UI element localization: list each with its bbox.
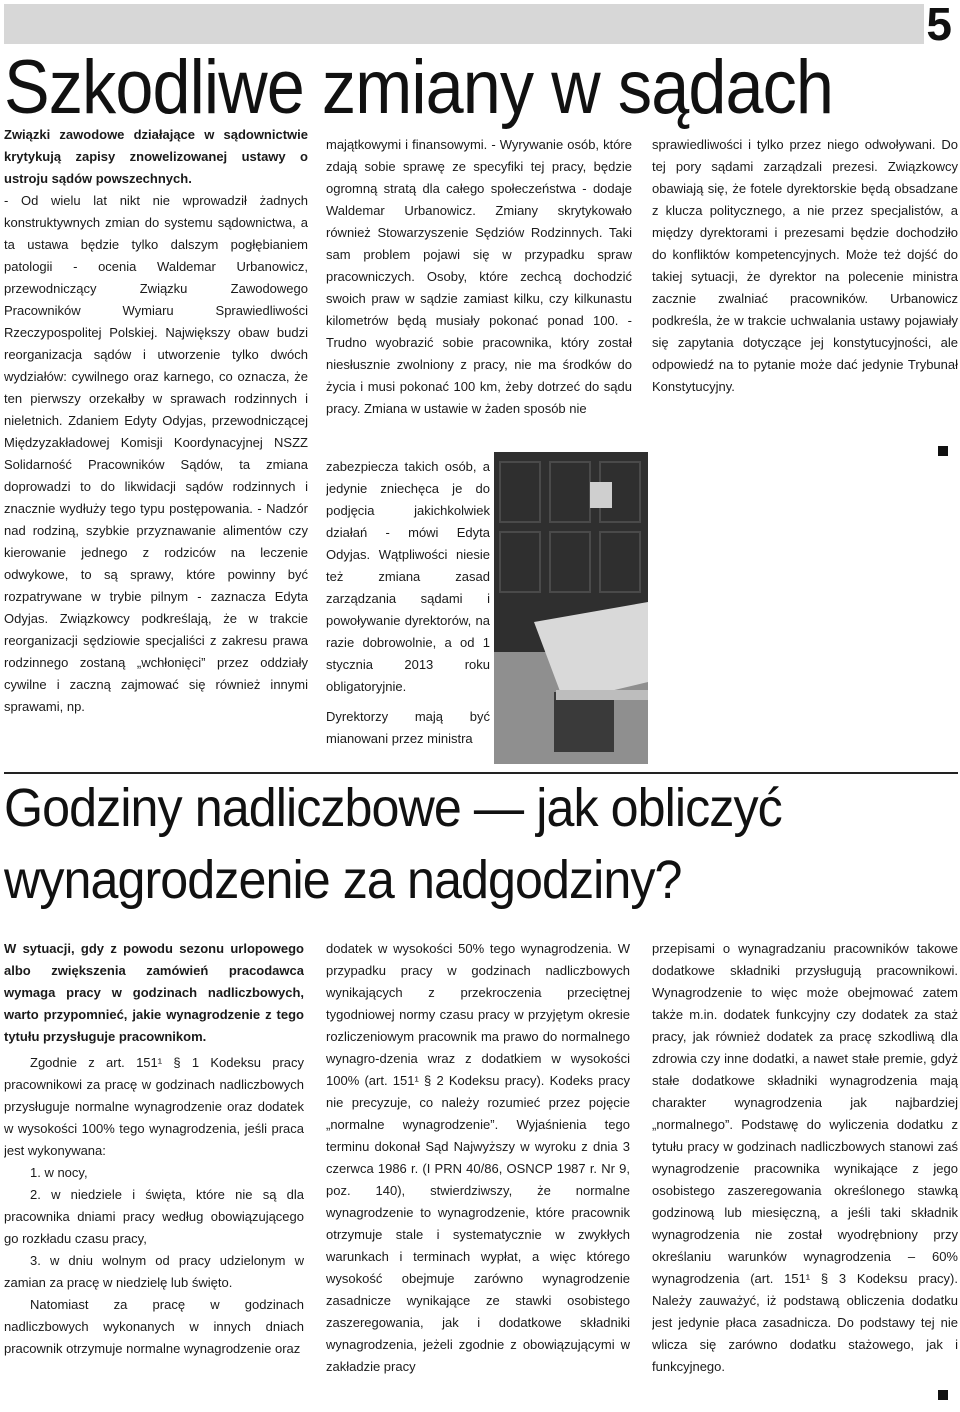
article-1-lead: Związki zawodowe działające w sądownictwie krytykują zapisy znowelizowanej ustawy o ustroju sądów powszechnych. bbox=[4, 127, 308, 186]
article-2-lead: W sytuacji, gdy z powodu sezonu urlopowego albo zwiększenia zamówień pracodawca wymaga pracy w godzinach nadliczbowych, warto przypomnieć, jakie wynagrodzenie z tego tytułu przysługuje pracownikom. bbox=[4, 941, 304, 1044]
page-header-bar bbox=[4, 4, 924, 44]
article-separator bbox=[4, 772, 958, 774]
article-1-column-2-beside-photo bbox=[326, 456, 490, 764]
courtroom-photo-image bbox=[494, 452, 648, 764]
courtroom-photo bbox=[494, 452, 648, 764]
article-2-column-2 bbox=[326, 938, 630, 1404]
article-1-column-3 bbox=[652, 134, 958, 434]
article-1-column-2 bbox=[326, 134, 632, 446]
article-1-body-2b: zabezpiecza takich osób, a jedynie zniechęca je do podjęcia jakichkolwiek działań - mówi Edyta Odyjas. Wątpliwości niesie też zmiana zasad zarządzania sądami i powoływanie dyrektorów, na razie dobrowolnie, a od 1 stycznia 2013 roku obligatoryjnie. bbox=[326, 459, 490, 694]
article-1-body-3: sprawiedliwości i tylko przez niego odwoływani. Do tej pory sądami zarządzali prezesi. Związkowcy obawiają się, że fotele dyrektorskie będą obsadzane z klucza politycznego, a nie przez specjalistów, a między dyrektorami i prezesami będzie dochodziło do konfliktów kompetencyjnych. Może też dojść do takiej sytuacji, że dyrektor na polecenie ministra zacznie zwalniać pracowników. Urbanowicz podkreśla, że w trakcie uchwalania ustawy pojawiały się zapytania dotyczące jej konstytucyjności, ale odpowiedź na to pytanie może dać jedynie Trybunał Konstytucyjny. bbox=[652, 137, 958, 394]
article-2-body-3: przepisami o wynagradzaniu pracowników takowe dodatkowe składniki przysługują pracownikowi. Wynagrodzenie to więc może obejmować zatem także m.in. dodatek funkcyjny czy dodatek za staż pracy, jak również dodatek za pracę szkodliwą dla zdrowia czy inne dodatki, a nawet stałe premie, gdyż stałe dodatkowe składniki wynagrodzenia mają charakter wynagrodzenia jak najbardziej „normalnego”. Podstawę do wyliczenia dodatku z tytułu pracy w godzinach nadliczbowych stanowi zaś wynagrodzenie pracownika wynikające z jego osobistego zaszeregowania określonego stawką godzinową lub miesięczną, a jeśli taki składnik wynagrodzenia nie został wyodrębniony przy określaniu warunków wynagrodzenia – 60% wynagrodzenia (art. 151¹ § 3 Kodeksu pracy). Należy zauważyć, iż podstawą obliczenia dodatku jest jedynie płaca zasadnicza. Do podstawy tej nie wlicza się zarówno dodatku stażowego, jak i funkcyjnego. bbox=[652, 941, 958, 1374]
article-2-body-2: dodatek w wysokości 50% tego wynagrodzenia. W przypadku pracy w godzinach nadliczbowych wynikających z przekroczenia przeciętnej tygodniowej normy czasu pracy w przyjętym okresie rozliczeniowym pracownik ma prawo do normalnego wynagro-dzenia wraz z dodatkiem w wysokości 100% (art. 151¹ § 2 Kodeksu pracy). Kodeks pracy nie precyzuje, co należy rozumieć przez pojęcie „normalne wynagrodzenie”. Wyjaśnienia tego terminu dokonał Sąd Najwyższy w wyroku z dnia 3 czerwca 1986 r. (I PRN 40/86, OSNCP 1987 r. Nr 9, poz. 140), stwierdziwszy, że normalne wynagrodzenie to wynagrodzenie, które pracownik otrzymuje stale i systematycznie w zwykłych warunkach i terminach wypłat, a więc którego wysokość obejmuje zarówno wynagrodzenie zasadnicze wynikające ze stawki osobistego zaszeregowania, jak i dodatkowe składniki wynagrodzenia, jeżeli zgodnie z obowiązującymi w zakładzie pracy bbox=[326, 941, 630, 1374]
article-1-body-1: - Od wielu lat nikt nie wprowadził żadnych konstruktywnych zmian do systemu sądownictwa, a ta ustawa będzie tylko dalszym pogłębianiem patologii - ocenia Waldemar Urbanowicz, przewodniczący Związku Zawodowego Pracowników Wymiaru Sprawiedliwości Rzeczypospolitej Polskiej. Największy obaw budzi reorganizacja sądów i utworzenie tylko dwóch wydziałów: cywilnego oraz karnego, co oznacza, że ten pierwszy orzekałby w sprawach rodzinnych i nieletnich. Zdaniem Edyty Odyjas, przewodniczącej Międzyzakładowej Komisji Koordynacyjnej NSZZ Solidarność Pracowników Sądów, ta zmiana doprowadzi to do likwidacji sądów rodzinnych i znacznie wydłuży tego typu postępowania. - Nadzór nad rodziną, szybkie przyznawanie alimentów czy kierowanie jednego z rodziców na leczenie odwykowe, to są sprawy, które powinny być rozpatrywane w trybie pilnym - zaznacza Edyta Odyjas. Związkowcy podkreślają, że w trakcie reorganizacji sędziowie specjaliści z zakresu prawa rodzinnego zostaną „wchłonięci” przez oddziały cywilne i zaczną zajmować się również innymi sprawami, np. bbox=[4, 193, 308, 714]
article-2-body-1: Zgodnie z art. 151¹ § 1 Kodeksu pracy pracownikowi za pracę w godzinach nadliczbowych przysługuje normalne wynagrodzenie oraz dodatek w wysokości 100% tego wynagrodzenia, jeśli praca jest wykonywana: bbox=[4, 1055, 304, 1158]
article-2-column-3 bbox=[652, 938, 958, 1388]
article-1-end-mark bbox=[938, 446, 948, 456]
article-2-column-1 bbox=[4, 938, 304, 1404]
article-2-headline-line-2: wynagrodzenie za nadgodziny? bbox=[4, 850, 682, 910]
article-2-end-mark bbox=[938, 1390, 948, 1400]
article-1-body-2: majątkowymi i finansowymi. - Wyrywanie osób, które zdają sobie sprawę ze specyfiki tej pracy, będzie ogromną stratą dla całego społeczeństwa - dodaje Waldemar Urbanowicz. Zmiany skrytykowało również Stowarzyszenie Sędziów Rodzinnych. Taki sam problem pojawi się w przypadku spraw pracowniczych. Osoby, które zechcą dochodzić swoich praw w sądzie zamiast kilku, czy kilkunastu kilometrów będą musiały pokonać ponad 100. - Trudno wyobrazić sobie pracownika, który został niesłusznie zwolniony z pracy, nie ma środków do życia i musi pokonać 100 km, żeby dotrzeć do sądu pracy. Zmiana w ustawie w żaden sposób nie bbox=[326, 137, 632, 416]
article-2-list-item-3: 3. w dniu wolnym od pracy udzielonym w zamian za pracę w niedzielę lub święto. bbox=[4, 1253, 304, 1290]
page-number: 5 bbox=[926, 0, 952, 50]
article-1-body-2c: Dyrektorzy mają być mianowani przez ministra bbox=[326, 709, 490, 746]
article-2-list-item-2: 2. w niedziele i święta, które nie są dla pracownika dniami pracy według obowiązującego go rozkładu czasu pracy, bbox=[4, 1187, 304, 1246]
article-2-body-1b: Natomiast za pracę w godzinach nadliczbowych wykonanych w innych dniach pracownik otrzymuje normalne wynagrodzenie oraz bbox=[4, 1297, 304, 1356]
article-2-list-item-1: 1. w nocy, bbox=[30, 1165, 88, 1180]
article-1-column-1 bbox=[4, 124, 308, 764]
article-2-headline-line-1: Godziny nadliczbowe — jak obliczyć bbox=[4, 778, 782, 838]
article-1-headline: Szkodliwe zmiany w sądach bbox=[4, 45, 834, 130]
